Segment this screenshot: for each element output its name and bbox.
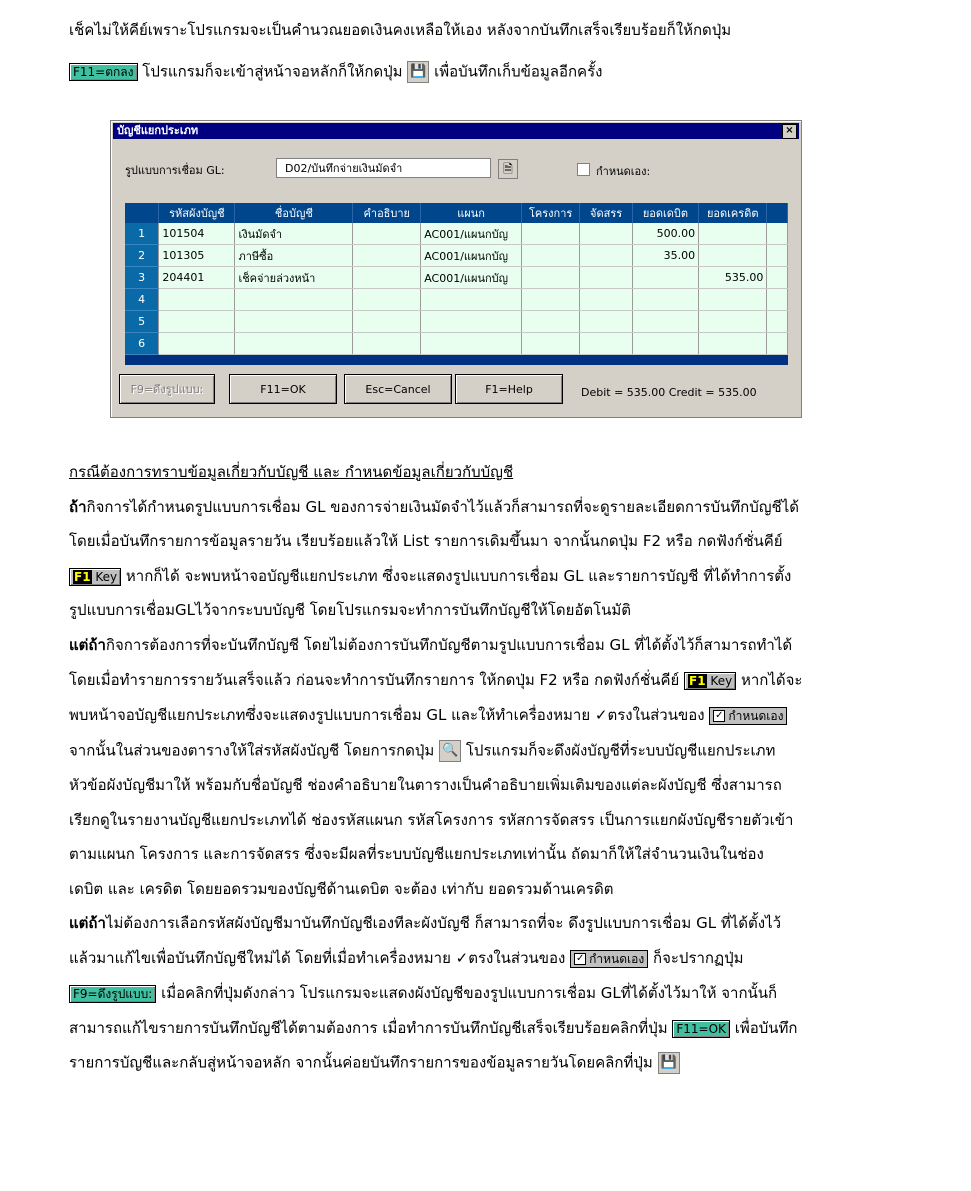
grid-cell-proj[interactable] [521,223,580,245]
grid-cell-n[interactable]: 6 [125,333,159,355]
grid-cell-dept[interactable] [421,311,522,333]
grid-cell-code[interactable]: 101504 [159,223,235,245]
grid-cell-debit[interactable] [632,289,698,311]
grid-cell-dept[interactable] [421,333,522,355]
table-row[interactable] [125,333,788,355]
custom-checkbox-inline[interactable]: ✓ กำหนดเอง [709,707,787,725]
table-row[interactable] [125,223,788,245]
custom-checkbox-inline-2[interactable]: ✓ กำหนดเอง [570,950,648,968]
p1-line-1: ถ้ากิจการได้กำหนดรูปแบบการเชื่อม GL ของการจ่ายเงินมัดจำไว้แล้วก็สามารถที่จะดูรายละเอียดการบันทึกบัญชีได้ [69,498,799,516]
debit-credit-totals: Debit = 535.00 Credit = 535.00 [581,386,757,399]
grid-cell-name[interactable]: เช็คจ่ายล่วงหน้า [235,267,353,289]
grid-column-header[interactable]: แผนก [421,203,522,223]
grid-cell-proj[interactable] [521,289,580,311]
ledger-table [125,203,788,355]
p3-line-2: แล้วมาแก้ไขเพื่อบันทึกบัญชีใหม่ได้ โดยที่เมื่อทำเครื่องหมาย ✓ตรงในส่วนของ ✓ กำหนดเอง ก็จะปรากฏปุ่ม [69,949,744,967]
grid-cell-credit[interactable]: 535.00 [699,267,767,289]
p2-line-4: จากนั้นในส่วนของตารางให้ใส่รหัสผังบัญชี โดยการกดปุ่ม 🔍 โปรแกรมก็จะดึงผังบัญชีที่ระบบบัญชีแยกประเภท [69,740,937,762]
grid-cell-filler [767,289,788,311]
grid-cell-debit[interactable] [632,267,698,289]
grid-cell-credit[interactable] [699,289,767,311]
grid-cell-debit[interactable] [632,333,698,355]
grid-cell-filler [767,245,788,267]
grid-cell-proj[interactable] [521,267,580,289]
custom-checkbox[interactable] [577,163,590,176]
close-icon[interactable]: × [782,124,797,139]
grid-cell-n[interactable]: 5 [125,311,159,333]
grid-cell-n[interactable]: 4 [125,289,159,311]
p3-line-5: รายการบัญชีและกลับสู่หน้าจอหลัก จากนั้นค่อยบันทึกรายการของข้อมูลรายวันโดยคลิกที่ปุ่ม 💾 [69,1052,937,1074]
esc-cancel-button[interactable]: Esc=Cancel [344,374,452,404]
p1-line-3: F1 Key หากก็ได้ จะพบหน้าจอบัญชีแยกประเภท ซึ่งจะแสดงรูปแบบการเชื่อม GL และรายการบัญชี ที่ได้ทำการตั้ง [69,566,937,586]
grid-cell-credit[interactable] [699,223,767,245]
grid-cell-proj[interactable] [521,311,580,333]
grid-cell-dept[interactable]: AC001/แผนกบัญ [421,267,522,289]
dialog-title: บัญชีแยกประเภท [117,124,199,137]
grid-cell-name[interactable] [235,289,353,311]
f9-load-format-inline-button[interactable]: F9=ดึงรูปแบบ: [69,985,156,1003]
grid-cell-code[interactable]: 204401 [159,267,235,289]
grid-cell-desc[interactable] [353,223,421,245]
grid-column-header[interactable]: คำอธิบาย [353,203,421,223]
grid-cell-alloc[interactable] [580,311,632,333]
table-row[interactable] [125,267,788,289]
grid-cell-code[interactable] [159,333,235,355]
grid-column-header[interactable] [125,203,159,223]
table-row[interactable] [125,311,788,333]
grid-cell-name[interactable]: ภาษีซื้อ [235,245,353,267]
f11-ok-button[interactable]: F11=OK [229,374,337,404]
grid-cell-filler [767,311,788,333]
grid-cell-filler [767,333,788,355]
section-heading: กรณีต้องการทราบข้อมูลเกี่ยวกับบัญชี และ กำหนดข้อมูลเกี่ยวกับบัญชี [69,463,514,481]
p2-line-8: เดบิต และ เครดิต โดยยอดรวมของบัญชีด้านเดบิต จะต้อง เท่ากับ ยอดรวมด้านเครดิต [69,880,614,898]
grid-cell-debit[interactable] [632,311,698,333]
dialog-titlebar [113,123,799,139]
grid-cell-credit[interactable] [699,245,767,267]
p2-line-1: แต่ถ้ากิจการต้องการที่จะบันทึกบัญชี โดยไม่ต้องการบันทึกบัญชีตามรูปแบบการเชื่อม GL ที่ได้ตั้งไว้ก็สามารถทำได้ [69,636,793,654]
f11-confirm-button[interactable]: F11=ตกลง [69,63,138,81]
grid-cell-credit[interactable] [699,311,767,333]
f1-key-button[interactable]: F1 Key [69,568,121,586]
grid-cell-code[interactable] [159,311,235,333]
p2-line-7: ตามแผนก โครงการ และการจัดสรร ซึ่งจะมีผลที่ระบบบัญชีแยกประเภทเท่านั้น ถัดมาก็ให้ใส่จำนวนเงินในช่อง [69,845,764,863]
ledger-grid[interactable] [125,203,788,365]
custom-label: กำหนดเอง: [596,165,651,178]
grid-cell-name[interactable] [235,311,353,333]
table-row[interactable] [125,245,788,267]
p1-line-4: รูปแบบการเชื่อมGLไว้จากระบบบัญชี โดยโปรแกรมจะทำการบันทึกบัญชีให้โดยอัตโนมัติ [69,601,632,619]
document-icon[interactable]: 🗎 [498,159,518,179]
ledger-dialog [110,120,802,418]
p2-line-5: หัวข้อผังบัญชีมาให้ พร้อมกับชื่อบัญชี ช่องคำอธิบายในตารางเป็นคำอธิบายเพิ่มเติมของแต่ละผังบัญชี ซึ่งสามารถ [69,776,782,794]
grid-cell-name[interactable]: เงินมัดจำ [235,223,353,245]
grid-cell-debit[interactable]: 500.00 [632,223,698,245]
lookup-icon[interactable]: 🔍 [439,740,461,762]
grid-cell-filler [767,267,788,289]
grid-cell-proj[interactable] [521,333,580,355]
grid-header-row [125,203,788,223]
intro-line-2-text-a: โปรแกรมก็จะเข้าสู่หน้าจอหลักก็ให้กดปุ่ม [142,62,403,81]
grid-cell-alloc[interactable] [580,289,632,311]
grid-cell-desc[interactable] [353,311,421,333]
grid-cell-code[interactable] [159,289,235,311]
p2-line-6: เรียกดูในรายงานบัญชีแยกประเภทได้ ช่องรหัสแผนก รหัสโครงการ รหัสการจัดสรร เป็นการแยกผังบัญชีรายตัวเข้า [69,811,794,829]
grid-cell-n[interactable]: 2 [125,245,159,267]
f1-help-button[interactable]: F1=Help [455,374,563,404]
grid-column-header[interactable]: ยอดเครดิต [699,203,767,223]
intro-line-2-text-b: เพื่อบันทึกเก็บข้อมูลอีกครั้ง [434,62,603,81]
intro-line-1: เช็คไม่ให้คีย์เพราะโปรแกรมจะเป็นคำนวณยอดเงินคงเหลือให้เอง หลังจากบันทึกเสร็จเรียบร้อยก็ให้กดปุ่ม [69,21,732,39]
gl-format-label: รูปแบบการเชื่อม GL: [125,164,225,177]
grid-cell-name[interactable] [235,333,353,355]
grid-column-header[interactable]: รหัสผังบัญชี [159,203,235,223]
save-icon-2[interactable]: 💾 [658,1052,680,1074]
p2-line-2: โดยเมื่อทำรายการรายวันเสร็จแล้ว ก่อนจะทำการบันทึกรายการ ให้กดปุ่ม F2 หรือ กดฟังก์ชั่นคีย์ F1 Key หากได้จะ [69,671,803,689]
grid-cell-alloc[interactable] [580,223,632,245]
grid-cell-filler [767,223,788,245]
grid-cell-dept[interactable]: AC001/แผนกบัญ [421,245,522,267]
grid-cell-desc[interactable] [353,267,421,289]
f9-load-format-button[interactable]: F9=ดึงรูปแบบ: [119,374,215,404]
grid-cell-debit[interactable]: 35.00 [632,245,698,267]
grid-cell-credit[interactable] [699,333,767,355]
grid-cell-desc[interactable] [353,245,421,267]
grid-column-header[interactable] [767,203,788,223]
f1-key-button-2[interactable]: F1 Key [684,672,736,690]
save-icon[interactable]: 💾 [407,61,429,83]
grid-cell-n[interactable]: 3 [125,267,159,289]
p3-line-3: F9=ดึงรูปแบบ: เมื่อคลิกที่ปุ่มดังกล่าว โปรแกรมจะแสดงผังบัญชีของรูปแบบการเชื่อม GLที่ได้ตั้งไว้มาให้ จากนั้นก็ [69,983,937,1003]
grid-cell-dept[interactable]: AC001/แผนกบัญ [421,223,522,245]
grid-cell-dept[interactable] [421,289,522,311]
f11-ok-inline-button[interactable]: F11=OK [672,1020,730,1038]
p2-line-3: พบหน้าจอบัญชีแยกประเภทซึ่งจะแสดงรูปแบบการเชื่อม GL และให้ทำเครื่องหมาย ✓ตรงในส่วนของ ✓ กำหนดเอง [69,705,937,725]
table-row[interactable] [125,289,788,311]
gl-format-input[interactable]: D02/บันทึกจ่ายเงินมัดจำ [276,158,491,178]
grid-cell-proj[interactable] [521,245,580,267]
grid-column-header[interactable]: จัดสรร [580,203,632,223]
grid-column-header[interactable]: ชื่อบัญชี [235,203,353,223]
p3-line-4: สามารถแก้ไขรายการบันทึกบัญชีได้ตามต้องการ เมื่อทำการบันทึกบัญชีเสร็จเรียบร้อยคลิกที่ปุ่ม F11=OK เพื่อบันทึก [69,1019,798,1037]
grid-cell-alloc[interactable] [580,333,632,355]
grid-cell-code[interactable]: 101305 [159,245,235,267]
grid-cell-desc[interactable] [353,289,421,311]
grid-column-header[interactable]: โครงการ [521,203,580,223]
grid-cell-alloc[interactable] [580,245,632,267]
grid-cell-n[interactable]: 1 [125,223,159,245]
grid-cell-desc[interactable] [353,333,421,355]
grid-cell-alloc[interactable] [580,267,632,289]
intro-line-2 [69,61,937,83]
p1-line-2: โดยเมื่อบันทึกรายการข้อมูลรายวัน เรียบร้อยแล้วให้ List รายการเดิมขึ้นมา จากนั้นกดปุ่ม F2 หรือ กดฟังก์ชั่นคีย์ [69,532,783,550]
grid-column-header[interactable]: ยอดเดบิต [632,203,698,223]
p3-line-1: แต่ถ้าไม่ต้องการเลือกรหัสผังบัญชีมาบันทึกบัญชีเองทีละผังบัญชี ก็สามารถที่จะ ดึงรูปแบบการเชื่อม GL ที่ได้ตั้งไว้ [69,914,782,932]
